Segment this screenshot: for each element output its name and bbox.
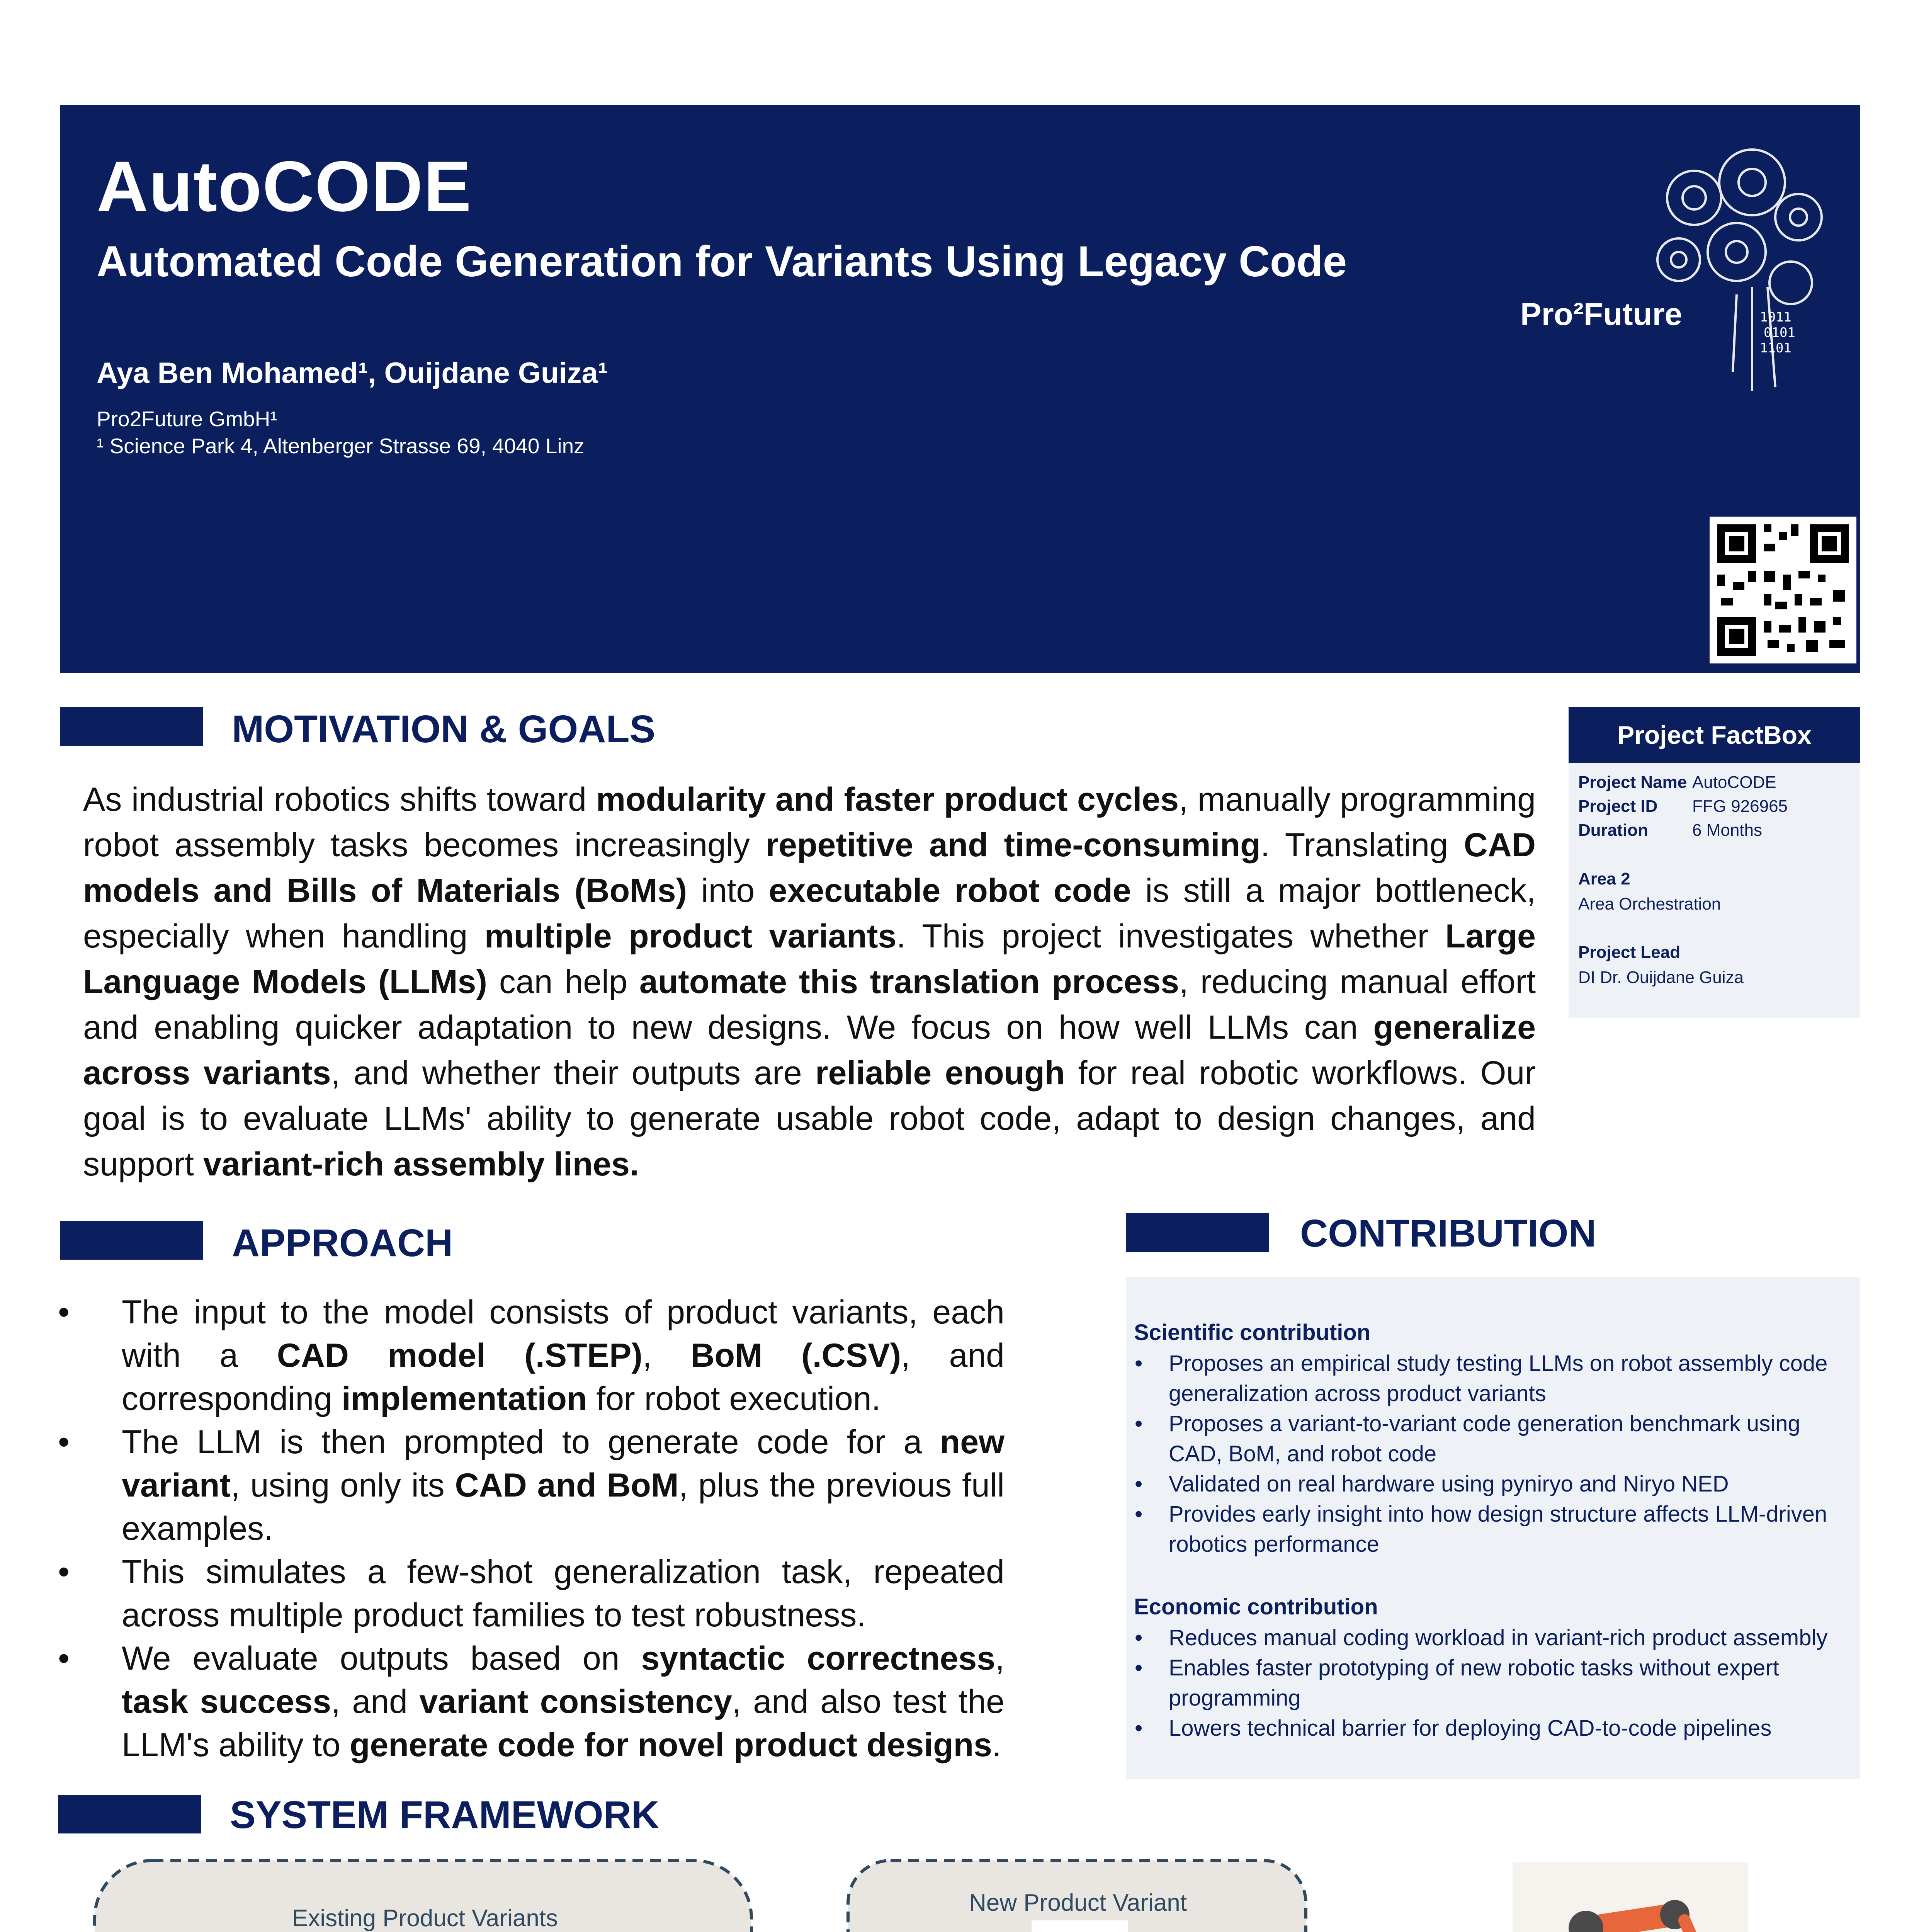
pro2future-logo: Pro²Future xyxy=(1520,297,1683,332)
approach-list xyxy=(58,1291,1005,1767)
poster-subtitle: Automated Code Generation for Variants Using Legacy Code xyxy=(97,237,1347,286)
robot-arm-icon xyxy=(1513,1862,1748,1932)
factbox-lead-value: DI Dr. Ouijdane Guiza xyxy=(1578,968,1744,987)
svg-text:1011: 1011 xyxy=(1760,310,1792,325)
bullet-icon: • xyxy=(1135,1502,1143,1527)
factbox-area-label: Area 2 xyxy=(1578,869,1630,888)
bullet-icon: • xyxy=(58,1423,70,1461)
bullet-icon: • xyxy=(1135,1351,1143,1376)
contribution-item: • Proposes an empirical study testing LLMs on robot assembly code generalization across product variants xyxy=(1126,1349,1853,1409)
contribution-item: • Enables faster prototyping of new robotic tasks without expert programming xyxy=(1126,1653,1853,1713)
motivation-text: As industrial robotics shifts toward modularity and faster product cycles, manually programming robot assembly tasks becomes increasingly repetitive and time-consuming. Translating CAD models and Bills of Materials (BoMs) into executable robot code is still a major bottleneck, especially when handling multiple product variants. This project investigates whether Large Language Models (LLMs) can help automate this translation process, reducing manual effort and enabling quicker adaptation to new designs. We focus on how well LLMs can generalize across variants, and whether their outputs are reliable enough for real robotic workflows. Our goal is to evaluate LLMs' ability to generate usable robot code, adapt to design changes, and support variant-rich assembly lines. xyxy=(83,781,1536,1183)
approach-item: • This simulates a few-shot generalization task, repeated across multiple product families to test robustness. xyxy=(58,1550,1005,1637)
contribution-item: • Lowers technical barrier for deploying CAD-to-code pipelines xyxy=(1126,1713,1853,1743)
contribution-item: • Reduces manual coding workload in variant-rich product assembly xyxy=(1126,1623,1853,1653)
approach-title: APPROACH xyxy=(232,1221,453,1265)
project-factbox xyxy=(1569,707,1860,1018)
contribution-title: CONTRIBUTION xyxy=(1300,1212,1596,1255)
section-bar xyxy=(60,1221,203,1260)
factbox-name-label: Project Name xyxy=(1578,773,1687,792)
factbox-duration-value: 6 Months xyxy=(1692,821,1762,840)
contribution-item: • Provides early insight into how design structure affects LLM-driven robotics performance xyxy=(1126,1499,1853,1560)
header-banner xyxy=(60,105,1860,673)
approach-item: • We evaluate outputs based on syntactic correctness, task success, and variant consistency, and also test the LLM's ability to generate code for novel product designs. xyxy=(58,1637,1005,1767)
address: ¹ Science Park 4, Altenberger Strasse 69, 4040 Linz xyxy=(97,434,585,458)
brain-gears-icon xyxy=(1636,140,1837,403)
economic-contribution-heading: Economic contribution xyxy=(1134,1594,1378,1619)
affiliation: Pro2Future GmbH¹ xyxy=(97,407,277,431)
bullet-icon: • xyxy=(1135,1625,1143,1650)
factbox-id-label: Project ID xyxy=(1578,797,1658,816)
factbox-lead-label: Project Lead xyxy=(1578,943,1681,962)
new-variant-label: New Product Variant xyxy=(969,1889,1187,1916)
bicycle-icon xyxy=(1032,1920,1128,1932)
bullet-icon: • xyxy=(1135,1411,1143,1436)
economic-contribution-list xyxy=(1126,1623,1853,1743)
svg-text:0101: 0101 xyxy=(1764,325,1795,340)
existing-variants-label: Existing Product Variants xyxy=(292,1905,558,1932)
bullet-icon: • xyxy=(1135,1655,1143,1680)
factbox-area-value: Area Orchestration xyxy=(1578,895,1721,913)
section-bar xyxy=(58,1795,201,1833)
factbox-id-value: FFG 926965 xyxy=(1692,797,1788,816)
scientific-contribution-heading: Scientific contribution xyxy=(1134,1320,1371,1345)
bullet-icon: • xyxy=(1135,1716,1143,1741)
system-framework-diagram xyxy=(85,1847,1862,1932)
svg-text:1101: 1101 xyxy=(1760,340,1792,356)
factbox-duration-label: Duration xyxy=(1578,821,1648,840)
approach-item: • The input to the model consists of product variants, each with a CAD model (.STEP), BoM (.CSV), and corresponding implementation for robot execution. xyxy=(58,1291,1005,1420)
poster-title: AutoCODE xyxy=(97,147,472,226)
motivation-title: MOTIVATION & GOALS xyxy=(232,707,656,751)
factbox-title: Project FactBox xyxy=(1569,707,1860,763)
bullet-icon: • xyxy=(1135,1471,1143,1497)
contribution-item: • Validated on real hardware using pyniryo and Niryo NED xyxy=(1126,1469,1853,1499)
factbox-name-value: AutoCODE xyxy=(1692,773,1776,792)
qr-code-icon xyxy=(1710,517,1856,663)
authors: Aya Ben Mohamed¹, Ouijdane Guiza¹ xyxy=(97,357,608,389)
approach-item: • The LLM is then prompted to generate code for a new variant, using only its CAD and BoM, plus the previous full examples. xyxy=(58,1420,1005,1550)
scientific-contribution-list xyxy=(1126,1349,1853,1560)
framework-title: SYSTEM FRAMEWORK xyxy=(230,1793,659,1837)
bullet-icon: • xyxy=(58,1640,70,1677)
contribution-item: • Proposes a variant-to-variant code generation benchmark using CAD, BoM, and robot code xyxy=(1126,1409,1853,1469)
contribution-panel xyxy=(1126,1277,1860,1779)
bullet-icon: • xyxy=(58,1553,70,1590)
section-bar xyxy=(60,707,203,746)
bullet-icon: • xyxy=(58,1294,70,1331)
section-bar xyxy=(1126,1213,1269,1252)
